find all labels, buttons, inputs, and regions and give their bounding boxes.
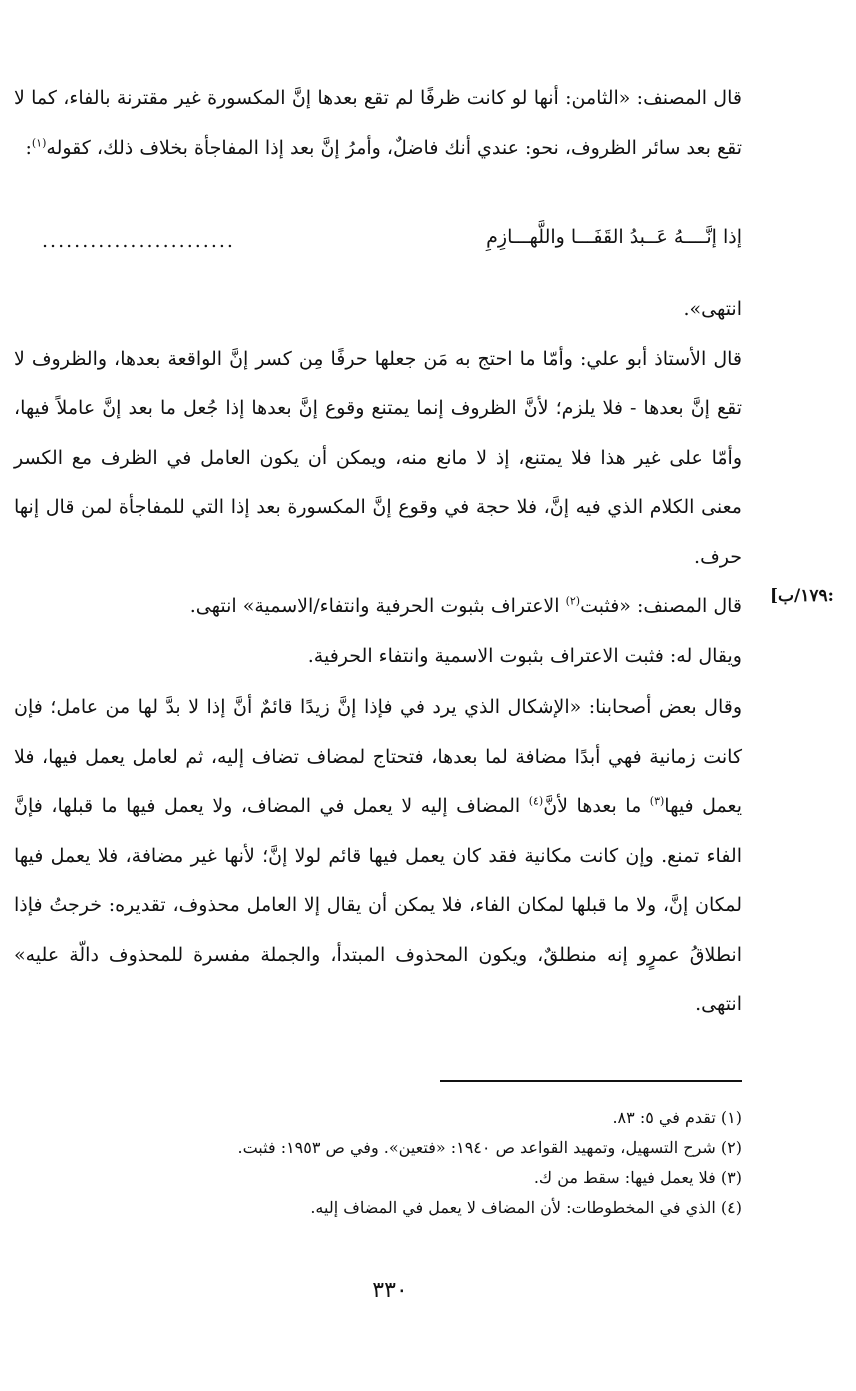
text: الاعتراف بثبوت الحرفية وانتفاء/الاسمية» انتهى.	[189, 595, 566, 617]
text: قال المصنف: «فثبت	[580, 595, 742, 617]
footnote-ref-2: (٢)	[565, 594, 581, 608]
verse-hemistich-right: إذا إنَّــــهُ عَــبدُ القَفَـــا واللَّهـــازِمِ	[486, 226, 742, 248]
footnotes	[14, 1103, 742, 1223]
text-block-3	[14, 683, 742, 1030]
verse-hemistich-left: ........................	[42, 230, 235, 252]
paragraph-author-eighth	[14, 74, 742, 173]
footnote-ref-1: (١)	[31, 136, 47, 150]
footnote-separator	[440, 1080, 742, 1082]
text: :	[25, 136, 32, 159]
poetry-verse	[14, 226, 742, 266]
footnote-3: (٣) فلا يعمل فيها: سقط من ك.	[533, 1168, 742, 1187]
paragraph-author-proof	[14, 582, 742, 632]
manuscript-folio-marker: :١٧٩/ب]	[770, 586, 834, 606]
footnote-1: (١) تقدم في ٥: ٨٣.	[612, 1108, 742, 1127]
paragraph-abu-ali: قال الأستاذ أبو علي: وأمّا ما احتج به مَن جعلها حرفًا مِن كسر إنَّ الواقعة بعدها، والظروف لا تقع إنَّ بعدها - فلا يلزم؛ لأنَّ الظروف إنما يمتنع وقوع إنَّ بعدها إذا جُعل ما بعد إنَّ عاملاً فيها، وأمّا على غير هذا فلا يمتنع، إذ لا مانع منه، ويمكن أن يكون العامل في الظرف مع الكسر معنى الكلام الذي فيه إنَّ، فلا حجة في وقوع إنَّ المكسورة بعد إذا التي للمفاجأة لمن قال إنها حرف.	[14, 347, 742, 568]
text-block-2	[14, 285, 742, 681]
paragraph-companions	[14, 683, 742, 1030]
footnote-ref-3: (٣)	[649, 794, 665, 808]
text-block-1	[14, 74, 742, 173]
text: ما بعدها لأنَّ	[543, 795, 650, 817]
text: المضاف إليه لا يعمل في المضاف، ولا يعمل فيها ما قبلها، فإنَّ الفاء تمنع. وإن كانت مكانية فقد كان يعمل فيها قائم لولا إنَّ؛ لأنها غير مضافة، فلا يعمل فيها لمكان إنَّ، ولا ما قبلها لمكان الفاء، فلا يمكن أن يقال إلا العامل محذوف، تقديره: خرجتُ فإذا انطلاقُ عمرٍو إنه منطلقٌ، ويكون المحذوف المبتدأ، والجملة مفسرة للمحذوف دالّة عليه» انتهى.	[14, 795, 742, 1015]
text: قال المصنف: «الثامن: أنها لو كانت ظرفًا لم تقع بعدها إنَّ المكسورة غير مقترنة بالفاء، كما لا تقع بعد سائر الظروف، نحو: عندي أنك فاضلٌ، وأمرُ إنَّ بعد إذا المفاجأة بخلاف ذلك، كقوله	[14, 87, 742, 159]
page-number: ٣٣٠	[372, 1278, 408, 1303]
footnote-4: (٤) الذي في المخطوطات: لأن المضاف لا يعمل في المضاف إليه.	[310, 1198, 742, 1217]
footnote-ref-4: (٤)	[528, 794, 544, 808]
text: وقال بعض أصحابنا: «الإشكال الذي يرد في فإذا إنَّ زيدًا قائمٌ أنَّ إذا لا بدَّ لها من عامل؛ فإن كانت زمانية فهي أبدًا مضافة لما بعدها، فتحتاج لمضاف تضاف إليه، ثم لعامل يعمل فيها، فلا يعمل فيها	[14, 696, 742, 817]
footnote-2: (٢) شرح التسهيل، وتمهيد القواعد ص ١٩٤٠: «فتعين». وفي ص ١٩٥٣: فثبت.	[237, 1138, 742, 1157]
paragraph-reply: ويقال له: فثبت الاعتراف بثبوت الاسمية وانتفاء الحرفية.	[307, 644, 742, 667]
quote-end: انتهى».	[683, 298, 742, 320]
